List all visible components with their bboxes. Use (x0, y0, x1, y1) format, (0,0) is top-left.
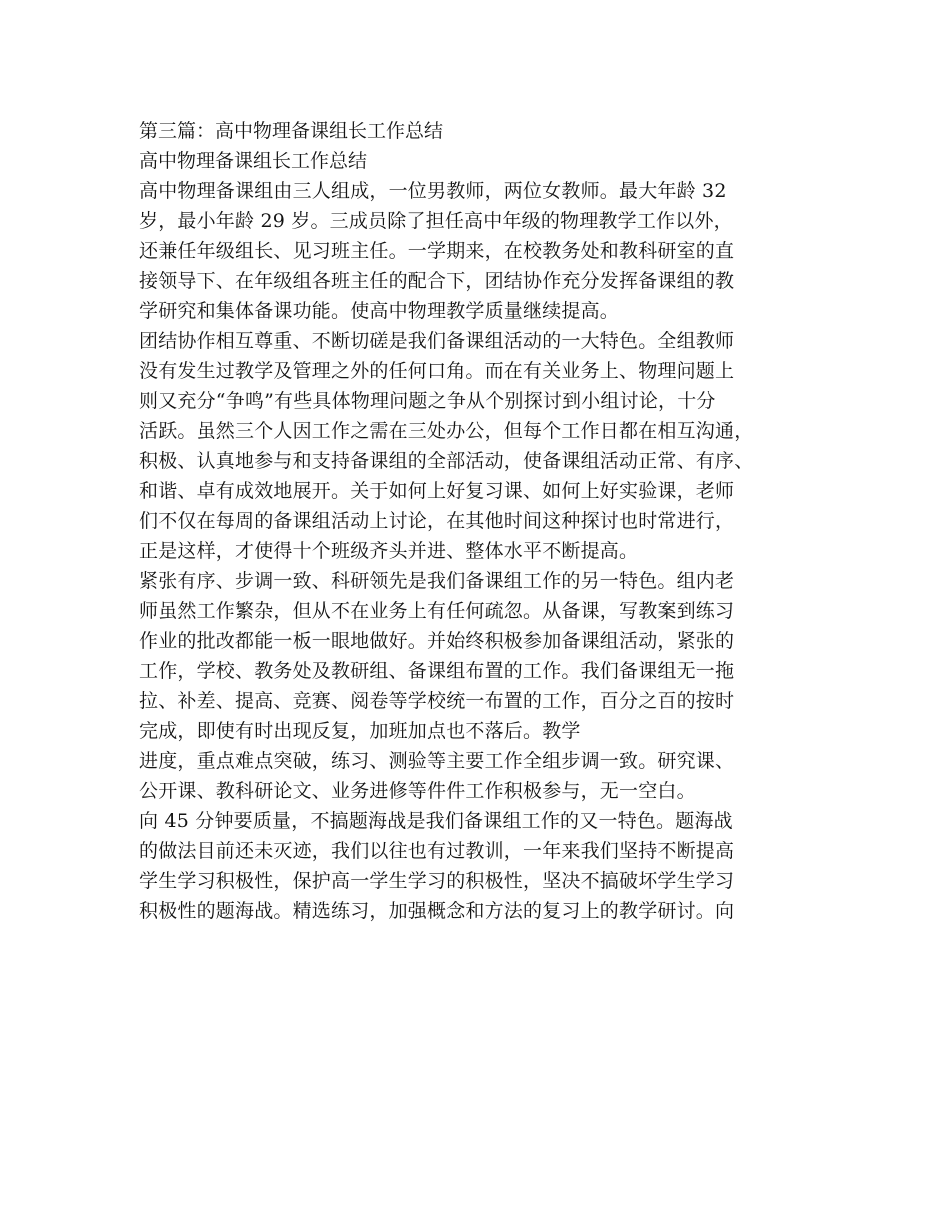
document-title: 高中物理备课组长工作总结 (139, 150, 368, 172)
text-line: 作业的批改都能一板一眼地做好。并始终积极参加备课组活动，紧张的 (139, 630, 735, 652)
text-line: 高中物理备课组由三人组成，一位男教师，两位女教师。最大年龄 32 (139, 180, 727, 202)
text-line: 学研究和集体备课功能。使高中物理教学质量继续提高。 (139, 300, 620, 322)
text-line: 正是这样，才使得十个班级齐头并进、整体水平不断提高。 (139, 540, 639, 562)
text-line: 师虽然工作繁杂，但从不在业务上有任何疏忽。从备课，写教案到练习 (139, 600, 735, 622)
text-line: 则又充分“争鸣”有些具体物理问题之争从个别探讨到小组讨论，十分 (139, 390, 716, 412)
text-line: 团结协作相互尊重、不断切磋是我们备课组活动的一大特色。全组教师 (139, 330, 735, 352)
text-line: 工作，学校、教务处及教研组、备课组布置的工作。我们备课组无一拖 (139, 660, 735, 682)
text-line: 没有发生过教学及管理之外的任何口角。而在有关业务上、物理问题上 (139, 360, 735, 382)
text-line: 和谐、卓有成效地展开。关于如何上好复习课、如何上好实验课，老师 (139, 480, 735, 502)
text-line: 向 45 分钟要质量，不搞题海战是我们备课组工作的又一特色。题海战 (139, 810, 733, 832)
text-line: 学生学习积极性，保护高一学生学习的积极性，坚决不搞破坏学生学习 (139, 870, 735, 892)
section-heading: 第三篇：高中物理备课组长工作总结 (139, 120, 444, 142)
text-line: 岁，最小年龄 29 岁。三成员除了担任高中年级的物理教学工作以外， (139, 210, 733, 232)
body-text (139, 176, 819, 926)
text-line: 们不仅在每周的备课组活动上讨论，在其他时间这种探讨也时常进行， (139, 510, 735, 532)
text-line: 完成，即使有时出现反复，加班加点也不落后。教学 (139, 720, 581, 742)
text-line: 积极、认真地参与和支持备课组的全部活动，使备课组活动正常、有序、 (139, 450, 754, 472)
text-line: 活跃。虽然三个人因工作之需在三处办公，但每个工作日都在相互沟通， (139, 420, 754, 442)
text-line: 还兼任年级组长、见习班主任。一学期来，在校教务处和教科研室的直 (139, 240, 735, 262)
text-line: 接领导下、在年级组各班主任的配合下，团结协作充分发挥备课组的教 (139, 270, 735, 292)
text-line: 积极性的题海战。精选练习，加强概念和方法的复习上的教学研讨。向 (139, 900, 735, 922)
document-body (139, 116, 819, 926)
text-line: 的做法目前还未灭迹，我们以往也有过教训，一年来我们坚持不断提高 (139, 840, 735, 862)
text-line: 紧张有序、步调一致、科研领先是我们备课组工作的另一特色。组内老 (139, 570, 735, 592)
text-line: 拉、补差、提高、竞赛、阅卷等学校统一布置的工作，百分之百的按时 (139, 690, 735, 712)
text-line: 公开课、教科研论文、业务进修等件件工作积极参与，无一空白。 (139, 780, 696, 802)
text-line: 进度，重点难点突破，练习、测验等主要工作全组步调一致。研究课、 (139, 750, 735, 772)
